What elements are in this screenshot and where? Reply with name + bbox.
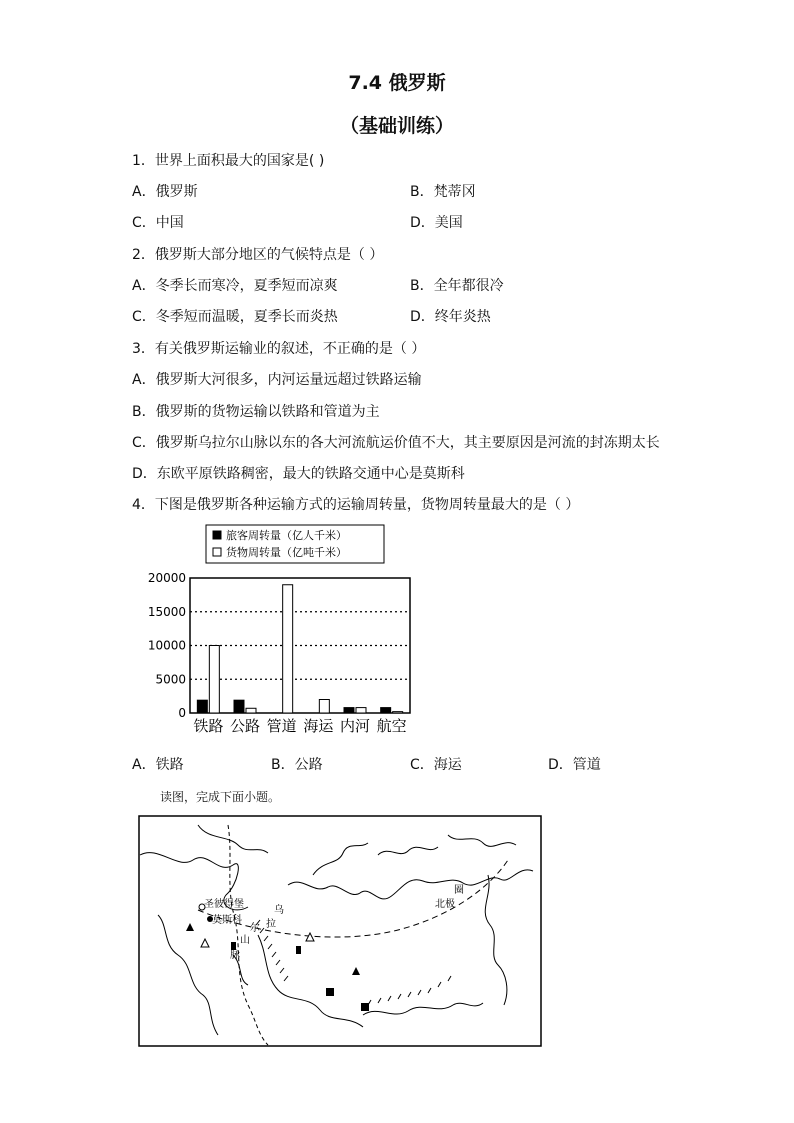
bar-passenger xyxy=(197,700,207,713)
legend-label-freight: 货物周转量（亿吨千米） xyxy=(226,546,347,559)
transport-turnover-chart xyxy=(140,520,430,745)
label-arctic-circle: 北极 xyxy=(435,899,455,910)
bar-freight xyxy=(283,585,293,713)
label-ural-5: 脉 xyxy=(230,950,240,961)
question-4-stem: 4．下图是俄罗斯各种运输方式的运输周转量，货物周转量最大的是（ ） xyxy=(132,497,580,513)
chart-plot-area xyxy=(148,571,410,735)
q2-option-a[interactable]: A．冬季长而寒冷，夏季短而凉爽 xyxy=(132,278,338,294)
bar-passenger xyxy=(381,708,391,713)
x-tick-label: 管道 xyxy=(266,717,297,735)
bar-freight xyxy=(209,646,219,714)
x-tick-label: 铁路 xyxy=(193,717,224,735)
square-symbol xyxy=(326,988,334,996)
y-tick-label: 5000 xyxy=(155,672,186,687)
legend-label-passenger: 旅客周转量（亿人千米） xyxy=(226,529,347,542)
label-ural-4: 山 xyxy=(240,935,250,946)
y-tick-label: 15000 xyxy=(147,604,186,619)
label-moscow: 莫斯科 xyxy=(212,915,242,926)
x-tick-label: 海运 xyxy=(303,717,334,735)
x-tick-label: 内河 xyxy=(339,717,371,735)
russia-map xyxy=(138,815,542,1047)
y-tick-label: 20000 xyxy=(147,571,186,585)
square-symbol xyxy=(361,1003,369,1011)
question-1-stem: 1．世界上面积最大的国家是( ) xyxy=(132,153,325,169)
label-ural-2: 拉 xyxy=(266,919,276,930)
label-saint-petersburg: 圣彼得堡 xyxy=(204,899,244,910)
map-instruction: 读图，完成下面小题。 xyxy=(160,790,281,804)
q3-option-a[interactable]: A．俄罗斯大河很多，内河运量远超过铁路运输 xyxy=(132,372,422,388)
map-frame xyxy=(139,816,541,1046)
question-3-stem: 3．有关俄罗斯运输业的叙述，不正确的是（ ） xyxy=(132,341,426,357)
x-tick-label: 航空 xyxy=(376,717,407,735)
bar-freight xyxy=(246,708,256,713)
gas-symbol xyxy=(231,942,236,950)
q2-option-c[interactable]: C．冬季短而温暖，夏季长而炎热 xyxy=(132,309,338,325)
q2-option-b[interactable]: B．全年都很冷 xyxy=(410,278,504,294)
bar-freight xyxy=(319,700,329,714)
bar-freight xyxy=(393,712,403,713)
y-tick-label: 0 xyxy=(178,706,186,720)
y-tick-label: 10000 xyxy=(147,638,186,653)
q1-option-c[interactable]: C．中国 xyxy=(132,215,184,231)
bar-passenger xyxy=(234,700,244,713)
label-ural-1: 乌 xyxy=(274,905,284,916)
page-title: 7.4 俄罗斯 xyxy=(348,72,446,94)
question-2-stem: 2．俄罗斯大部分地区的气候特点是（ ） xyxy=(132,247,384,263)
q4-option-b[interactable]: B．公路 xyxy=(271,757,323,773)
q4-option-d[interactable]: D．管道 xyxy=(548,757,601,773)
q1-option-b[interactable]: B．梵蒂冈 xyxy=(410,184,476,200)
q4-option-c[interactable]: C．海运 xyxy=(410,757,462,773)
chart-legend xyxy=(206,525,384,563)
q4-option-a[interactable]: A．铁路 xyxy=(132,757,184,773)
q3-option-d[interactable]: D．东欧平原铁路稠密，最大的铁路交通中心是莫斯科 xyxy=(132,466,465,482)
x-tick-label: 公路 xyxy=(229,717,261,735)
q2-option-d[interactable]: D．终年炎热 xyxy=(410,309,491,325)
q3-option-c[interactable]: C．俄罗斯乌拉尔山脉以东的各大河流航运价值不大，其主要原因是河流的封冻期太长 xyxy=(132,435,660,451)
bar-passenger xyxy=(344,708,354,713)
label-ural-3: 尔 xyxy=(250,923,260,934)
q1-option-a[interactable]: A．俄罗斯 xyxy=(132,184,198,200)
legend-swatch-passenger xyxy=(213,531,221,539)
q1-option-d[interactable]: D．美国 xyxy=(410,215,463,231)
gas-symbol xyxy=(296,946,301,954)
label-arctic-circle-2: 圈 xyxy=(454,885,464,896)
page-subtitle: （基础训练） xyxy=(339,115,454,137)
q3-option-b[interactable]: B．俄罗斯的货物运输以铁路和管道为主 xyxy=(132,404,380,420)
bar-freight xyxy=(356,708,366,713)
legend-swatch-freight xyxy=(213,548,221,556)
